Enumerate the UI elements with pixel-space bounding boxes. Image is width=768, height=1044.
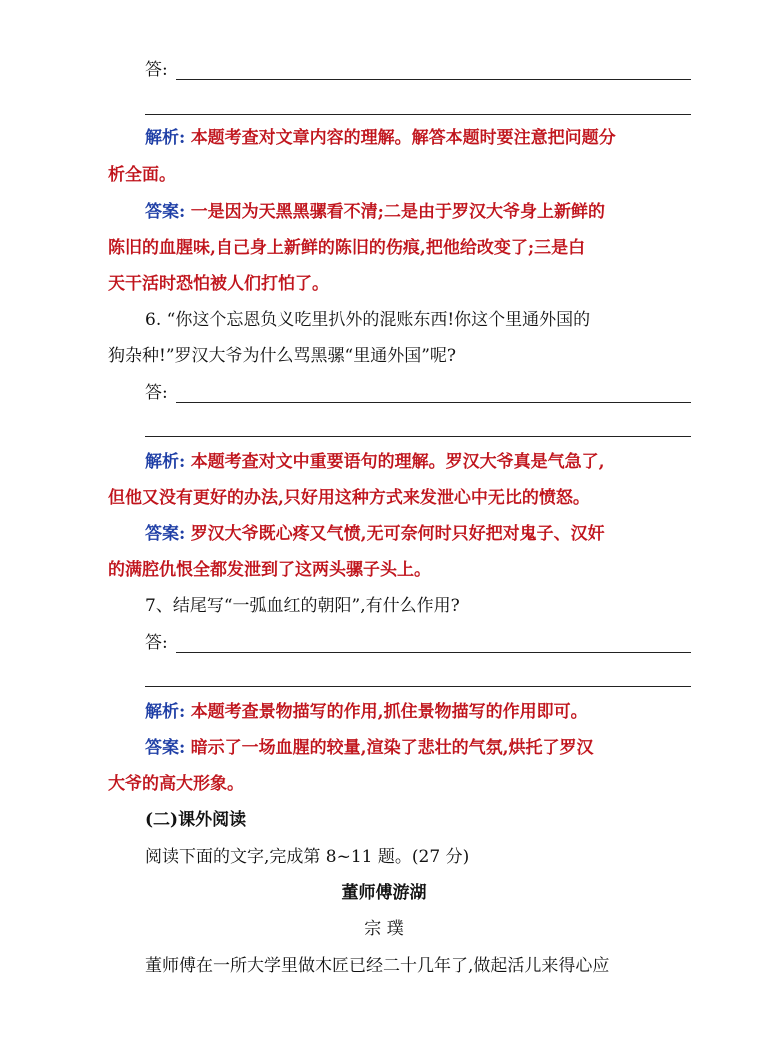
analysis-text: 本题考查对文中重要语句的理解。罗汉大爷真是气急了,	[190, 452, 605, 472]
answer-blank-line	[145, 686, 691, 687]
answer-key-label: 答案:	[145, 738, 186, 758]
q6-answer-cont: 的满腔仇恨全都发泄到了这两头骡子头上。	[108, 560, 431, 580]
article-author: 宗 璞	[364, 919, 404, 939]
answer-key-label: 答案:	[145, 202, 186, 222]
q5-answer-cont: 天干活时恐怕被人们打怕了。	[108, 274, 329, 294]
q5-analysis	[145, 126, 693, 150]
question-6: 6. “你这个忘恩负义吃里扒外的混账东西!你这个里通外国的	[145, 310, 591, 330]
q5-answer-cont: 陈旧的血腥味,自己身上新鲜的陈旧的伤痕,把他给改变了;三是白	[108, 238, 586, 258]
q6-answer	[145, 522, 693, 546]
section-heading: (二)课外阅读	[145, 810, 247, 830]
reading-instruction: 阅读下面的文字,完成第 8~11 题。(27 分)	[145, 847, 470, 867]
answer-label: 答:	[145, 633, 168, 653]
answer-blank-line	[176, 79, 691, 80]
analysis-label: 解析:	[145, 128, 186, 148]
analysis-label: 解析:	[145, 452, 186, 472]
answer-blank-line	[145, 436, 691, 437]
article-title: 董师傅游湖	[341, 883, 427, 903]
analysis-label: 解析:	[145, 702, 186, 722]
analysis-text: 本题考查对文章内容的理解。解答本题时要注意把问题分	[190, 128, 616, 148]
answer-blank-line	[145, 114, 691, 115]
q7-answer	[145, 736, 693, 760]
question-7: 7、结尾写“一弧血红的朝阳”,有什么作用?	[145, 596, 460, 616]
answer-blank-line	[176, 402, 691, 403]
q6-analysis-cont: 但他又没有更好的办法,只好用这种方式来发泄心中无比的愤怒。	[108, 488, 590, 508]
answer-label: 答:	[145, 383, 168, 403]
q5-answer	[145, 200, 693, 224]
q7-answer-cont: 大爷的高大形象。	[108, 774, 244, 794]
analysis-text: 本题考查景物描写的作用,抓住景物描写的作用即可。	[190, 702, 588, 722]
answer-key-text: 暗示了一场血腥的较量,渲染了悲壮的气氛,烘托了罗汉	[190, 738, 594, 758]
q6-analysis	[145, 450, 693, 474]
article-body-line: 董师傅在一所大学里做木匠已经二十几年了,做起活儿来得心应	[145, 956, 610, 976]
question-6-cont: 狗杂种!”罗汉大爷为什么骂黑骡“里通外国”呢?	[108, 346, 457, 366]
answer-key-text: 罗汉大爷既心疼又气愤,无可奈何时只好把对鬼子、汉奸	[190, 524, 605, 544]
q7-analysis	[145, 700, 693, 724]
answer-blank-line	[176, 652, 691, 653]
answer-key-text: 一是因为天黑黑骡看不清;二是由于罗汉大爷身上新鲜的	[190, 202, 605, 222]
q5-analysis-cont: 析全面。	[108, 165, 176, 185]
answer-label: 答:	[145, 60, 168, 80]
answer-key-label: 答案:	[145, 524, 186, 544]
